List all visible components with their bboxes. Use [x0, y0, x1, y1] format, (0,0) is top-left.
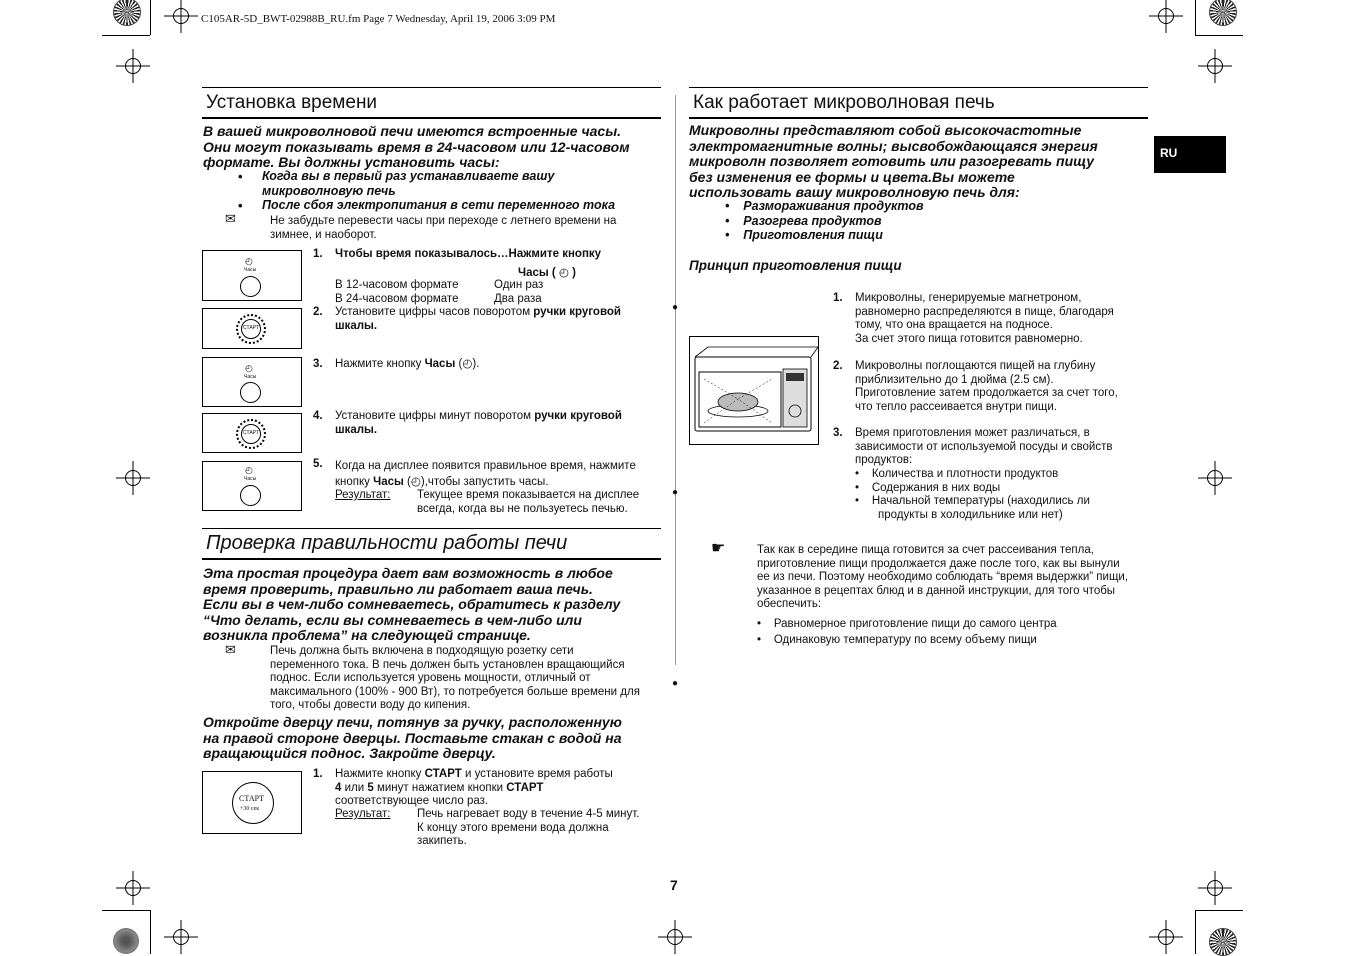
- start-button-illustration: СТАРТ +30 сек: [202, 771, 302, 834]
- time-bullet-2: После сбоя электропитания в сети переменного тока: [262, 198, 616, 212]
- principle-1: Микроволны, генерируемые магнетроном, равномерно распределяются в пище, благодаря тому, что она вращается на подносе. За счет этого пища готовится равномерно.: [855, 292, 1114, 345]
- standing-time-tip: Так как в середине пища готовится за счет рассеивания тепла, приготовление пищи продолжается даже после того, как вы вынули ее из печи. Поэтому необходимо соблюдать “время выдержки” пищи, указанное в рецептах блюд и в данной инструкции, для того чтобы обеспечить:: [757, 544, 1129, 610]
- clock-icon: ◴: [245, 465, 253, 475]
- registration-mark-icon: [1207, 880, 1223, 896]
- bullet-icon: •: [238, 198, 243, 213]
- dial-illustration: СТАРТ: [202, 413, 302, 453]
- fold-dot: ●: [672, 678, 679, 689]
- section-title-time: Установка времени: [202, 87, 661, 114]
- registration-mark-icon: [125, 470, 141, 486]
- step5-result: Текущее время показывается на дисплее всегда, когда вы не пользуетесь печью.: [417, 489, 640, 515]
- registration-mark-icon: [125, 58, 141, 74]
- step4-text: Установите цифры минут поворотом ручки круговой шкалы.: [335, 410, 622, 436]
- clock-icon: ◴: [558, 267, 569, 279]
- step1-button: Часы ( ◴ ): [518, 267, 577, 279]
- time-note: Не забудьте перевести часы при переходе с летнего времени на зимнее, и наоборот.: [270, 215, 617, 241]
- clock-icon: ◴: [245, 363, 253, 373]
- clock-icon: ◴: [462, 358, 473, 370]
- note-icon: ✉: [225, 211, 236, 226]
- uses-list: • Размораживания продуктов • Разогрева продуктов • Приготовления пищи: [725, 199, 924, 242]
- check-step1: Нажмите кнопку СТАРТ и установите время работы 4 или 5 минут нажатием кнопки СТАРТ соответствующее число раз.: [335, 768, 613, 807]
- dial-illustration: СТАРТ: [202, 308, 302, 349]
- check-note: Печь должна быть включена в подходящую розетку сети переменного тока. В печь должен быть установлен вращающийся поднос. Если используется уровень мощности, отличный от максимального (100% - 900 Вт), то потребуется больше времени для того, чтобы довести воду до кипения.: [270, 645, 640, 711]
- check-result: Печь нагревает воду в течение 4-5 минут. К концу этого времени вода должна закипеть.: [417, 808, 640, 847]
- step1-text: Чтобы время показывалось…Нажмите кнопку: [335, 248, 602, 260]
- registration-mark-icon: [173, 8, 189, 24]
- registration-dot-icon: [113, 928, 139, 954]
- registration-star-icon: [1209, 928, 1237, 956]
- divider: [202, 558, 661, 560]
- check-intro: Эта простая процедура дает вам возможность в любое время проверить, правильно ли работает ваша печь. Если вы в чем-либо сомневаетесь, обратитесь к разделу “Что делать, если вы сомневаетесь в чем-либо или возникла проблема” на следующей странице.: [203, 565, 621, 643]
- principle-3-bullets: • Количества и плотности продуктов • Содержания в них воды • Начальной температуры (находились ли продукты в холодильнике или нет): [855, 468, 1090, 521]
- registration-star-icon: [1209, 0, 1237, 26]
- step5-text: Когда на дисплее появится правильное время, нажмите кнопку Часы (◴),чтобы запустить часы.: [335, 460, 636, 488]
- registration-mark-icon: [1158, 929, 1174, 945]
- clock-button-illustration: ◴ Часы: [202, 357, 302, 407]
- principle-3: Время приготовления может различаться, в зависимости от используемой посуды и свойств продуктов:: [855, 427, 1113, 466]
- page-number: 7: [670, 877, 678, 893]
- print-header: C105AR-5D_BWT-02988B_RU.fm Page 7 Wednesday, April 19, 2006 3:09 PM: [201, 13, 556, 25]
- registration-mark-icon: [125, 880, 141, 896]
- time-intro: В вашей микроволновой печи имеются встроенные часы. Они могут показывать время в 24-часовом или 12-часовом формате. Вы должны установить часы:: [203, 123, 630, 170]
- time-bullet-1: Когда вы в первый раз устанавливаете вашу микроволновую печь: [262, 169, 555, 198]
- pointing-hand-icon: ☛: [711, 540, 726, 557]
- registration-mark-icon: [667, 929, 683, 945]
- divider: [202, 117, 661, 119]
- registration-star-icon: [113, 0, 141, 26]
- fold-dot: ●: [672, 302, 679, 313]
- clock-button-illustration: ◴ Часы: [202, 250, 302, 301]
- check-instruction: Откройте дверцу печи, потянув за ручку, расположенную на правой стороне дверцы. Поставьте стакан с водой на вращающийся поднос. Закройте дверцу.: [203, 714, 622, 761]
- step3-text: Нажмите кнопку Часы (◴).: [335, 358, 480, 370]
- tip-bullets: • Равномерное приготовление пищи до самого центра • Одинаковую температуру по всему объему пищи: [757, 618, 1057, 646]
- microwave-illustration: [689, 336, 819, 445]
- cooking-principle-subtitle: Принцип приготовления пищи: [689, 258, 902, 273]
- clock-icon: ◴: [245, 256, 253, 266]
- section-title-check: Проверка правильности работы печи: [202, 528, 661, 555]
- microwave-icon: [690, 337, 818, 444]
- principle-2: Микроволны поглощаются пищей на глубину приблизительно до 1 дюйма (2.5 см). Приготовление затем продолжается за счет того, что тепло рассеивается внутри пищи.: [855, 360, 1118, 413]
- registration-mark-icon: [173, 929, 189, 945]
- how-intro: Микроволны представляют собой высокочастотные электромагнитные волны; высвобождающаяся энергия микроволн позволяет готовить или разогревать пищу без изменения ее формы и цвета.Вы можете использовать вашу микроволновую печь для:: [689, 122, 1098, 200]
- language-tab: RU: [1154, 136, 1226, 173]
- step2-text: Установите цифры часов поворотом ручки круговой шкалы.: [335, 306, 621, 332]
- section-title-how: Как работает микроволновая печь: [689, 87, 1148, 114]
- clock-icon: ◴: [410, 476, 421, 488]
- bullet-icon: •: [238, 169, 243, 184]
- clock-button-illustration: ◴ Часы: [202, 461, 302, 511]
- column-divider: [675, 95, 676, 665]
- note-icon: ✉: [225, 642, 236, 657]
- registration-mark-icon: [1207, 58, 1223, 74]
- registration-mark-icon: [1207, 470, 1223, 486]
- divider: [689, 117, 1148, 119]
- registration-mark-icon: [1158, 8, 1174, 24]
- fold-dot: ●: [672, 487, 679, 498]
